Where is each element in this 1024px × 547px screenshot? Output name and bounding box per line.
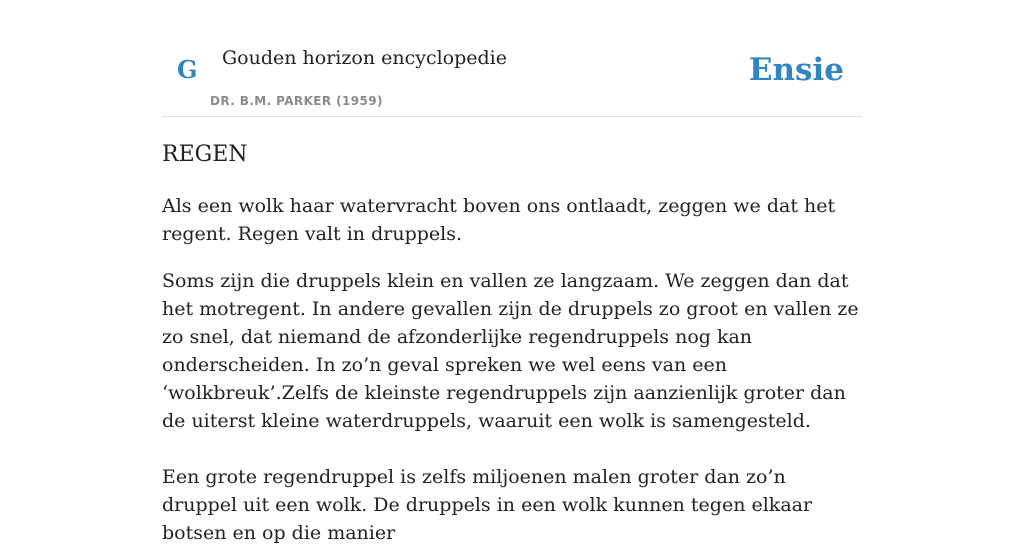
article — [162, 140, 862, 547]
page-header — [162, 0, 862, 117]
book-author: DR. B.M. PARKER (1959) — [210, 94, 383, 108]
article-paragraph: Als een wolk haar watervracht boven ons ontlaadt, zeggen we dat het regent. Regen valt in druppels. — [162, 195, 836, 245]
book-logo[interactable]: G — [177, 55, 198, 84]
ensie-logo[interactable]: Ensie — [748, 52, 844, 88]
article-title: REGEN — [162, 142, 248, 167]
article-paragraph: Een grote regendruppel is zelfs miljoenen malen groter dan zo’n druppel uit een wolk. De druppels in een wolk kunnen tegen elkaar botsen en op die manier — [162, 466, 813, 544]
article-paragraph: Soms zijn die druppels klein en vallen ze langzaam. We zeggen dan dat het motregent. In andere gevallen zijn de druppels zo groot en vallen ze zo snel, dat niemand de afzonderlijke regendruppels nog kan onderscheiden. In zo’n geval spreken we wel eens van een ‘wolkbreuk’.Zelfs de kleinste regendruppels zijn aanzienlijk groter dan de uiterst kleine waterdruppels, waaruit een wolk is samengesteld. — [162, 270, 859, 432]
book-title-link[interactable]: Gouden horizon encyclopedie — [222, 47, 507, 69]
